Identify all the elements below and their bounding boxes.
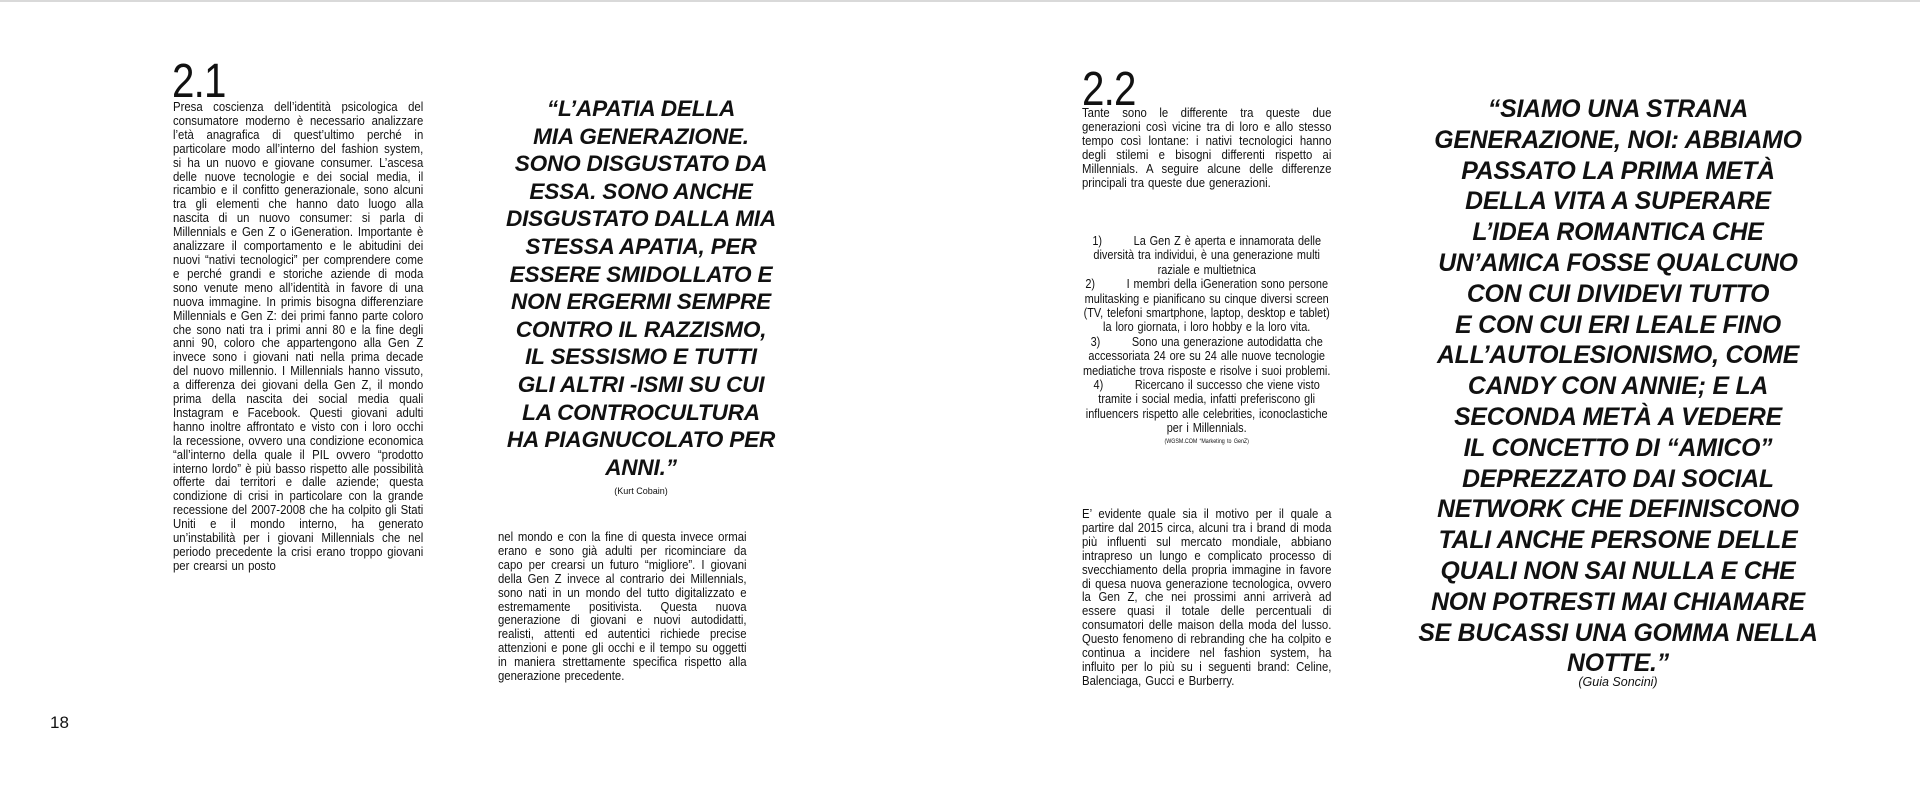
list-item-text: Ricercano il successo che viene visto tramite i social media, infatti preferiscono gli influencers rispetto alle celebrities, iconoclastiche per i Millennials. xyxy=(1085,378,1328,436)
list-item-text: I membri della iGeneration sono persone mulitasking e pianificano su cinque diversi screen (TV, telefoni smartphone, laptop, desktop e tablet) la loro giornata, i loro hobby e la loro vita. xyxy=(1083,277,1330,335)
section-2-1-left-paragraph: Presa coscienza dell’identità psicologica del consumatore moderno è necessario analizzare l’età anagrafica di quest’ultimo perché in particolare modo all’interno del fashion system, si ha un nuovo e giovane consumer. L’ascesa delle nuove tecnologie e dei social media, il ricambio e il confitto generazionale, sono alcuni tra gli elementi che hanno dato luogo alla nascita di un nuovo consumer: si parla di Millennials e Gen Z o iGeneration. Importante è analizzare il comportamento e le abitudini dei nuovi “nativi tecnologici” per comprendere come e perché grandi e storiche aziende di moda sono venute meno all’identità in favore di una nuova immagine. In primis bisogna differenziare Millennials e Gen Z: dei primi fanno parte coloro che sono nati tra i primi anni 80 e la fine degli anni 90, coloro che appartengono alla Gen Z invece sono i giovani nati nella prima decade del nuovo millennio. I Millennials hanno vissuto, a differenza dei giovani della Gen Z, il mondo prima della nascita dei social media quali Instagram e Facebook. Questi giovani adulti hanno inoltre affrontato e visto con i loro occhi la recessione, ovvero una condizione economica “all’interno della quale il PIL ovvero “prodotto interno lordo” è più basso rispetto alle possibilità offerte dai territori e dalle aziende; questa condizione di crisi in particolare con la grande recessione del 2007-2008 che ha colpito gli Stati Uniti e il mondo interno, ha generato un’instabilità per i giovani Millennials che nel periodo precedente la crisi erano troppo giovani per crearsi un posto xyxy=(173,99,424,573)
section-2-1-left-column xyxy=(173,100,423,573)
quote-guia-soncini: “SIAMO UNA STRANA GENERAZIONE, NOI: ABBIAMO PASSATO LA PRIMA METÀ DELLA VITA A SUPERARE L’IDEA ROMANTICA CHE UN’AMICA FOSSE QUALCUNO CON CUI DIVIDEVI TUTTO E CON CUI ERI LEALE FINO ALL’AUTOLESIONISMO, COME CANDY CON ANNIE; E LA SECONDA METÀ A VEDERE IL CONCETTO DI “AMICO” DEPREZZATO DAI SOCIAL NETWORK CHE DEFINISCONO TALI ANCHE PERSONE DELLE QUALI NON SAI NULLA E CHE NON POTRESTI MAI CHIAMARE SE BUCASSI UNA GOMMA NELLA NOTTE.” xyxy=(1418,96,1818,678)
section-2-2-body-paragraph: E’ evidente quale sia il motivo per il quale a partire dal 2015 circa, alcuni tra i brand di moda più influenti sul mercato mondiale, abbiano intrapreso un lungo e complicato processo di svecchiamento della propria immagine in favore di quesa nuova generazione tecnologica, ovvero la Gen Z, che nei prossimi anni arriverà ad essere quasi il totale delle percentuali di consumatori delle maison della moda del lusso. Questo fenomeno di rebranding che ha colpito e continua a incidere nel fashion system, ha influito per lo più su i seguenti brand: Celine, Balenciaga, Gucci e Burberry. xyxy=(1082,506,1332,688)
list-item-text: La Gen Z è aperta e innamorata delle diversità tra individui, è una generazione multi raziale e multietnica xyxy=(1093,234,1322,277)
list-item xyxy=(1082,335,1331,378)
quote-attribution-guia-soncini: (Guia Soncini) xyxy=(1578,675,1658,689)
list-source-citation: (WGSM.COM “Marketing to GenZ) xyxy=(1164,437,1249,445)
section-number-2-1: 2.1 xyxy=(172,55,226,108)
differences-list xyxy=(1082,234,1331,446)
list-item-number: 1) xyxy=(1092,234,1103,248)
page-number: 18 xyxy=(50,713,69,732)
list-item-number: 3) xyxy=(1090,334,1101,349)
list-item xyxy=(1082,378,1331,436)
list-item-number: 4) xyxy=(1093,378,1104,393)
top-rule xyxy=(0,0,1920,2)
section-number-2-2: 2.2 xyxy=(1082,63,1136,116)
section-2-1-right-paragraph: nel mondo e con la fine di questa invece ormai erano e sono già adulti per ricominciare da capo per crearsi un futuro “migliore”. I giovani della Gen Z invece al contrario dei Millennials, sono nati in un mondo del tutto digitalizzato e estremamente positivista. Questa nuova generazione di giovani e nuovi autodidatti, realisti, attenti ed autentici richiede precise attenzioni e pone gli occhi e il tempo su oggetti in maniera strettamente specifica rispetto alla generazione precedente. xyxy=(498,529,747,684)
list-item xyxy=(1082,234,1331,277)
section-2-2-intro xyxy=(1082,106,1331,189)
quote-kurt-cobain: “L’APATIA DELLA MIA GENERAZIONE. SONO DISGUSTATO DA ESSA. SONO ANCHE DISGUSTATO DALLA MIA STESSA APATIA, PER ESSERE SMIDOLLATO E NON ERGERMI SEMPRE CONTRO IL RAZZISMO, IL SESSISMO E TUTTI GLI ALTRI -ISMI SU CUI LA CONTROCULTURA HA PIAGNUCOLATO PER ANNI.” xyxy=(505,96,777,480)
list-item-number: 2) xyxy=(1085,277,1096,292)
section-2-1-right-column xyxy=(498,530,747,683)
quote-attribution-kurt-cobain: (Kurt Cobain) xyxy=(614,486,668,496)
list-item xyxy=(1082,277,1331,335)
section-2-2-body xyxy=(1082,507,1331,688)
list-item-text: Sono una generazione autodidatta che accessoriata 24 ore su 24 alle nuove tecnologie mediatiche trova risposte e risolve i suoi problemi. xyxy=(1083,334,1331,378)
section-2-2-intro-paragraph: Tante sono le differente tra queste due generazioni così vicine tra di loro e allo stesso tempo così lontane: i nativi tecnologici hanno degli stilemi e bisogni differenti rispetto ai Millennials. A seguire alcune delle differenze principali tra queste due generazioni. xyxy=(1082,105,1332,190)
